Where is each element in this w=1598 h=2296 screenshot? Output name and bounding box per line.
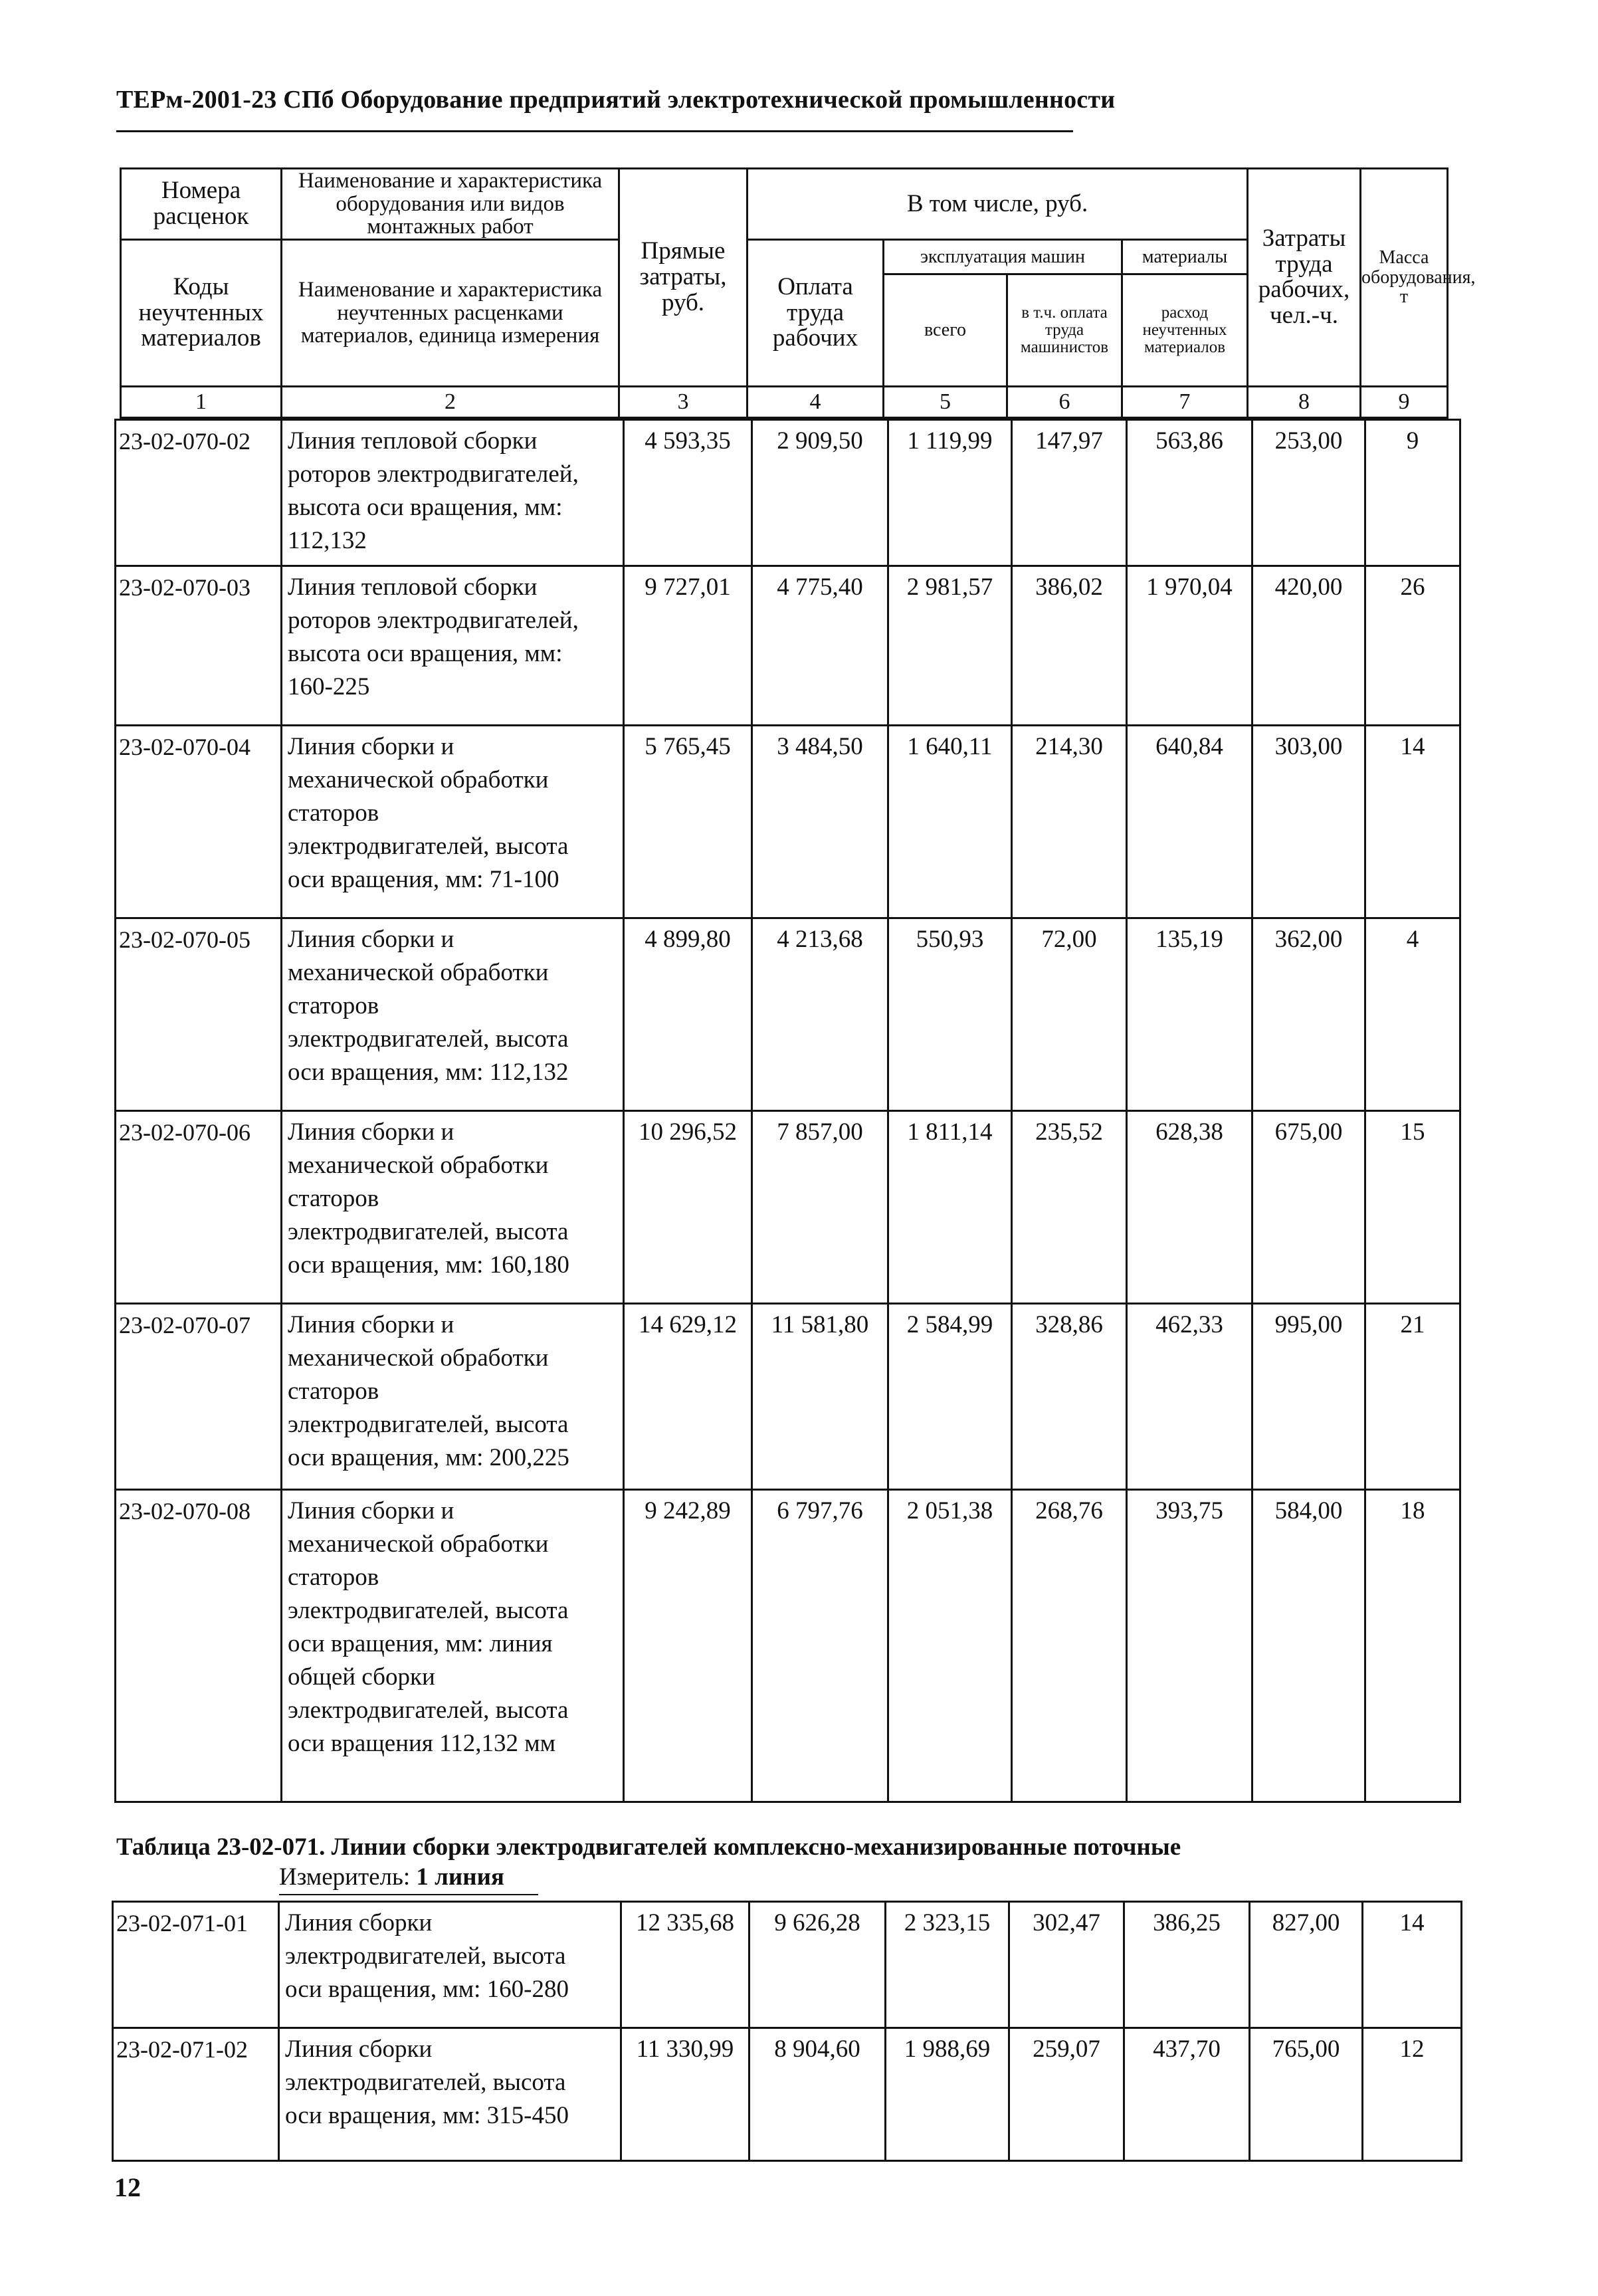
direct-costs: 12 335,68 [621,1902,749,2028]
materials-cost: 462,33 [1127,1304,1252,1490]
description-line: электродвигателей, высота [288,1025,569,1053]
description-line: высота оси вращения, мм: [288,640,563,667]
labor-hours: 253,00 [1252,420,1365,566]
equipment-mass: 21 [1365,1304,1460,1490]
labor-hours: 584,00 [1252,1490,1365,1802]
equipment-mass: 18 [1365,1490,1460,1802]
work-description [282,1111,624,1304]
table2-unit [279,1863,504,1891]
header-unaccounted-materials: расход неучтенных материалов [1122,274,1248,386]
work-description [279,2028,621,2161]
work-description [282,1490,624,1802]
description-line: электродвигателей, высота [288,1597,569,1624]
description-line: роторов электродвигателей, [288,607,579,634]
column-number: 9 [1361,386,1448,417]
materials-cost: 628,38 [1127,1111,1252,1304]
machinist-pay: 302,47 [1009,1902,1124,2028]
description-line: Линия сборки и [288,926,454,953]
machine-total: 2 981,57 [888,566,1012,726]
rate-code: 23-02-071-02 [113,2028,279,2161]
direct-costs: 9 727,01 [624,566,752,726]
description-line: оси вращения, мм: 112,132 [288,1059,569,1086]
equipment-mass: 26 [1365,566,1460,726]
description-line: электродвигателей, высота [285,2069,566,2096]
labor-hours: 420,00 [1252,566,1365,726]
worker-pay: 4 213,68 [752,918,888,1111]
description-line: механической обработки [288,1344,549,1372]
header-machinist-pay: в т.ч. оплата труда машинистов [1007,274,1122,386]
rates-table-2 [112,1901,1462,2162]
worker-pay: 11 581,80 [752,1304,888,1490]
unit-label: Измеритель: [279,1863,411,1891]
description-line: механической обработки [288,766,549,793]
header-rate-numbers: Номера расценок [121,169,282,240]
machinist-pay: 214,30 [1012,726,1127,918]
direct-costs: 11 330,99 [621,2028,749,2161]
work-description [282,918,624,1111]
description-line: высота оси вращения, мм: [288,494,563,521]
description-line: оси вращения, мм: 160,180 [288,1251,569,1279]
table-row [116,726,1460,918]
machinist-pay: 72,00 [1012,918,1127,1111]
machine-total: 2 584,99 [888,1304,1012,1490]
worker-pay: 7 857,00 [752,1111,888,1304]
description-line: оси вращения, мм: линия [288,1630,553,1657]
direct-costs: 4 593,35 [624,420,752,566]
header-labor-hours: Затраты труда рабочих, чел.-ч. [1248,169,1361,387]
rate-code: 23-02-070-03 [116,566,282,726]
table-row [116,420,1460,566]
header-machine-total: всего [884,274,1007,386]
header-material-name: Наименование и характеристика неучтенных расценками материалов, единица измерения [282,239,619,386]
machine-total: 1 640,11 [888,726,1012,918]
direct-costs: 10 296,52 [624,1111,752,1304]
description-line: механической обработки [288,1152,549,1179]
machine-total: 550,93 [888,918,1012,1111]
description-line: 112,132 [288,527,367,554]
description-line: роторов электродвигателей, [288,461,579,488]
description-line: статоров [288,1564,379,1591]
direct-costs: 14 629,12 [624,1304,752,1490]
page-title: ТЕРм-2001-23 СПб Оборудование предприятий электротехнической промышленности [116,86,1116,114]
description-line: Линия сборки [285,2035,433,2063]
description-line: электродвигателей, высота [288,833,569,860]
description-line: механической обработки [288,1530,549,1558]
title-rule [116,130,1073,132]
equipment-mass: 9 [1365,420,1460,566]
header-materials: материалы [1122,239,1248,274]
direct-costs: 9 242,89 [624,1490,752,1802]
rate-code: 23-02-071-01 [113,1902,279,2028]
machinist-pay: 328,86 [1012,1304,1127,1490]
labor-hours: 303,00 [1252,726,1365,918]
description-line: Линия сборки и [288,1311,454,1338]
description-line: электродвигателей, высота [288,1411,569,1438]
table-row [113,2028,1462,2161]
labor-hours: 362,00 [1252,918,1365,1111]
description-line: Линия сборки и [288,1118,454,1146]
table-row [116,1111,1460,1304]
column-number: 1 [121,386,282,417]
work-description [282,1304,624,1490]
materials-cost: 563,86 [1127,420,1252,566]
description-line: Линия тепловой сборки [288,574,538,601]
table-row [116,918,1460,1111]
table-row [116,1304,1460,1490]
description-line: 160-225 [288,673,370,700]
description-line: электродвигателей, высота [285,1942,566,1970]
worker-pay: 4 775,40 [752,566,888,726]
labor-hours: 827,00 [1250,1902,1363,2028]
labor-hours: 765,00 [1250,2028,1363,2161]
description-line: Линия сборки [285,1909,433,1936]
description-line: статоров [288,1185,379,1212]
machinist-pay: 235,52 [1012,1111,1127,1304]
machinist-pay: 259,07 [1009,2028,1124,2161]
description-line: оси вращения, мм: 71-100 [288,866,559,893]
header-work-name: Наименование и характеристика оборудования или видов монтажных работ [282,169,619,240]
header-equipment-mass: Масса оборудования, т [1361,169,1448,387]
table-row [116,566,1460,726]
machinist-pay: 386,02 [1012,566,1127,726]
description-line: Линия сборки и [288,733,454,760]
description-line: Линия сборки и [288,1497,454,1524]
description-line: оси вращения, мм: 160-280 [285,1976,569,2003]
description-line: электродвигателей, высота [288,1697,569,1724]
column-number: 7 [1122,386,1248,417]
description-line: статоров [288,992,379,1019]
equipment-mass: 15 [1365,1111,1460,1304]
description-line: статоров [288,1378,379,1405]
description-line: статоров [288,799,379,827]
work-description [279,1902,621,2028]
work-description [282,726,624,918]
materials-cost: 640,84 [1127,726,1252,918]
rate-code: 23-02-070-02 [116,420,282,566]
table-row [116,1490,1460,1802]
machine-total: 1 119,99 [888,420,1012,566]
direct-costs: 5 765,45 [624,726,752,918]
worker-pay: 2 909,50 [752,420,888,566]
machinist-pay: 147,97 [1012,420,1127,566]
worker-pay: 3 484,50 [752,726,888,918]
worker-pay: 8 904,60 [749,2028,886,2161]
machine-total: 1 988,69 [886,2028,1009,2161]
materials-cost: 393,75 [1127,1490,1252,1802]
equipment-mass: 14 [1363,1902,1462,2028]
header-direct-costs: Прямые затраты, руб. [619,169,748,387]
column-number: 3 [619,386,748,417]
column-number: 6 [1007,386,1122,417]
materials-cost: 1 970,04 [1127,566,1252,726]
work-description [282,566,624,726]
rate-code: 23-02-070-05 [116,918,282,1111]
rate-code: 23-02-070-08 [116,1490,282,1802]
rate-code: 23-02-070-04 [116,726,282,918]
machine-total: 1 811,14 [888,1111,1012,1304]
direct-costs: 4 899,80 [624,918,752,1111]
equipment-mass: 14 [1365,726,1460,918]
description-line: оси вращения 112,132 мм [288,1730,556,1757]
table-row [113,1902,1462,2028]
labor-hours: 995,00 [1252,1304,1365,1490]
description-line: общей сборки [288,1663,435,1691]
labor-hours: 675,00 [1252,1111,1365,1304]
machinist-pay: 268,76 [1012,1490,1127,1802]
column-number: 2 [282,386,619,417]
header-table [120,167,1476,419]
worker-pay: 6 797,76 [752,1490,888,1802]
header-including: В том числе, руб. [748,169,1248,240]
page-number: 12 [114,2172,141,2202]
rate-code: 23-02-070-07 [116,1304,282,1490]
header-machine-operation: эксплуатация машин [884,239,1122,274]
work-description [282,420,624,566]
machine-total: 2 323,15 [886,1902,1009,2028]
description-line: электродвигателей, высота [288,1218,569,1245]
column-number: 8 [1248,386,1361,417]
equipment-mass: 12 [1363,2028,1462,2161]
unit-underline [279,1894,538,1895]
materials-cost: 437,70 [1124,2028,1250,2161]
unit-value: 1 линия [416,1863,504,1891]
description-line: механической обработки [288,959,549,986]
equipment-mass: 4 [1365,918,1460,1111]
rates-table [114,419,1461,1803]
column-number: 4 [748,386,884,417]
materials-cost: 386,25 [1124,1902,1250,2028]
materials-cost: 135,19 [1127,918,1252,1111]
header-material-codes: Коды неучтенных материалов [121,239,282,386]
description-line: оси вращения, мм: 315-450 [285,2102,569,2129]
table2-title: Таблица 23-02-071. Линии сборки электродвигателей комплексно-механизированные поточные [116,1833,1181,1861]
description-line: оси вращения, мм: 200,225 [288,1444,569,1471]
description-line: Линия тепловой сборки [288,427,538,455]
rate-code: 23-02-070-06 [116,1111,282,1304]
worker-pay: 9 626,28 [749,1902,886,2028]
header-worker-pay: Оплата труда рабочих [748,239,884,386]
column-number: 5 [884,386,1007,417]
machine-total: 2 051,38 [888,1490,1012,1802]
